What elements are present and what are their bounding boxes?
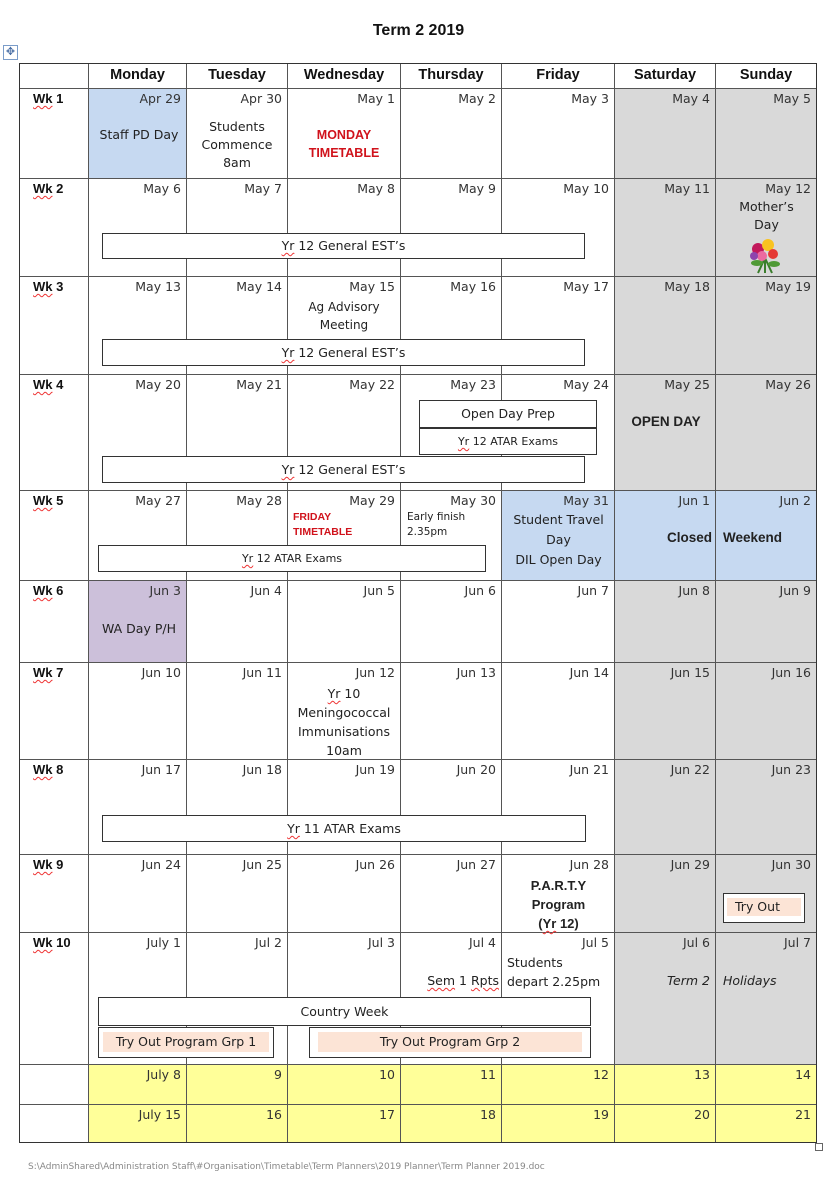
event-line: Program xyxy=(531,897,586,912)
event-try-out xyxy=(723,893,805,923)
week-label-prefix: Wk xyxy=(33,857,53,872)
week-label-cell xyxy=(19,663,89,760)
week-label-cell xyxy=(19,855,89,933)
day-header: Friday xyxy=(502,63,615,89)
date-label: 16 xyxy=(266,1107,282,1122)
day-cell[interactable] xyxy=(615,179,716,277)
event-line: P.A.R.T.Y xyxy=(530,878,587,893)
week-label-cell xyxy=(19,89,89,179)
bar-country-week: Country Week xyxy=(98,997,591,1026)
bar-yr12-est-wk3 xyxy=(102,339,585,366)
date-label: Jul 2 xyxy=(254,935,282,950)
week-label-prefix: Wk xyxy=(33,91,53,106)
day-cell[interactable] xyxy=(615,375,716,491)
date-label: May 11 xyxy=(664,181,710,196)
week-label-number: 7 xyxy=(52,665,64,680)
event-text: ( xyxy=(538,916,543,931)
event-meningococcal xyxy=(288,684,400,760)
week-label-cell xyxy=(19,277,89,375)
event-text: Rpts xyxy=(470,973,499,988)
date-label: Jun 11 xyxy=(242,665,282,680)
day-cell[interactable] xyxy=(89,1065,187,1105)
event-line: Immunisations xyxy=(298,724,390,739)
event-line: 8am xyxy=(223,155,251,170)
week-label-number: 3 xyxy=(52,279,64,294)
day-cell[interactable] xyxy=(716,1065,817,1105)
week-label xyxy=(19,89,88,106)
bar-text: 12 ATAR Exams xyxy=(253,552,343,565)
day-cell[interactable] xyxy=(502,581,615,663)
date-label: May 9 xyxy=(458,181,496,196)
page-title: Term 2 2019 xyxy=(372,22,465,39)
date-label: May 5 xyxy=(773,91,811,106)
event-text: Yr xyxy=(327,686,341,701)
week-label-prefix: Wk xyxy=(33,762,53,777)
event-students-depart xyxy=(507,953,615,991)
bar-text: 11 ATAR Exams xyxy=(299,821,401,836)
date-label: May 28 xyxy=(236,493,282,508)
event-line: depart 2.25pm xyxy=(507,974,601,989)
date-label: Jun 16 xyxy=(771,665,811,680)
bar-yr12-est-wk4 xyxy=(102,456,585,483)
week-label xyxy=(19,277,88,294)
day-cell[interactable] xyxy=(615,855,716,933)
week-label xyxy=(19,581,88,598)
date-label: Jun 19 xyxy=(355,762,395,777)
date-label: 19 xyxy=(593,1107,609,1122)
week-label-number: 8 xyxy=(52,762,64,777)
week-label-number: 9 xyxy=(52,857,64,872)
date-label: May 19 xyxy=(765,279,811,294)
event-text: 1 xyxy=(455,973,471,988)
event-friday-timetable xyxy=(293,510,393,540)
day-cell[interactable] xyxy=(716,760,817,855)
event-sem1-reports xyxy=(402,972,499,990)
day-cell[interactable] xyxy=(615,277,716,375)
day-cell[interactable] xyxy=(716,277,817,375)
event-holidays: Holidays xyxy=(723,973,777,988)
event-text: Sem xyxy=(427,973,456,988)
day-cell[interactable] xyxy=(502,89,615,179)
day-header: Tuesday xyxy=(187,63,288,89)
day-cell[interactable] xyxy=(187,179,288,277)
date-label: Jun 26 xyxy=(355,857,395,872)
date-label: Jun 12 xyxy=(355,665,395,680)
day-cell[interactable] xyxy=(187,1065,288,1105)
bar-text: 12 General EST’s xyxy=(294,345,406,360)
week-label-prefix: Wk xyxy=(33,377,53,392)
week-label xyxy=(19,933,88,950)
date-label: May 1 xyxy=(357,91,395,106)
document-file-path: S:\AdminShared\Administration Staff\#Organisation\Timetable\Term Planners\2019 Planner\Term Planner 2019.doc xyxy=(28,1162,545,1172)
table-resize-handle[interactable] xyxy=(815,1143,823,1151)
day-cell[interactable] xyxy=(187,855,288,933)
date-label: Jun 9 xyxy=(779,583,811,598)
day-header: Wednesday xyxy=(288,63,401,89)
date-label: May 30 xyxy=(450,493,496,508)
day-cell[interactable] xyxy=(401,1065,502,1105)
date-label: Jun 2 xyxy=(779,493,811,508)
date-label: May 6 xyxy=(143,181,181,196)
date-label: May 16 xyxy=(450,279,496,294)
week-label xyxy=(19,179,88,196)
week-label-prefix: Wk xyxy=(33,583,53,598)
date-label: May 20 xyxy=(135,377,181,392)
date-label: Jun 24 xyxy=(141,857,181,872)
date-label: 21 xyxy=(795,1107,811,1122)
event-staff-pd: Staff PD Day xyxy=(99,127,179,142)
week-label-number: 1 xyxy=(52,91,64,106)
date-label: 14 xyxy=(795,1067,811,1082)
date-label: May 27 xyxy=(135,493,181,508)
day-cell[interactable] xyxy=(288,179,401,277)
day-cell[interactable] xyxy=(716,1105,817,1143)
bar-try-out-grp1-label: Try Out Program Grp 1 xyxy=(103,1032,269,1052)
bar-text: Yr xyxy=(457,435,470,448)
week-label-cell xyxy=(19,1105,89,1143)
day-cell[interactable] xyxy=(716,663,817,760)
date-label: Jun 21 xyxy=(569,762,609,777)
week-label-number: 10 xyxy=(52,935,71,950)
day-cell[interactable] xyxy=(716,375,817,491)
event-line: FRIDAY xyxy=(293,511,332,523)
date-label: Jun 1 xyxy=(678,493,710,508)
date-label: 20 xyxy=(694,1107,710,1122)
date-label: May 7 xyxy=(244,181,282,196)
day-cell[interactable] xyxy=(502,1105,615,1143)
day-cell[interactable] xyxy=(502,179,615,277)
flower-bouquet-icon xyxy=(746,236,784,274)
event-line: 10am xyxy=(326,743,362,758)
day-cell[interactable] xyxy=(89,179,187,277)
date-label: Jun 17 xyxy=(141,762,181,777)
event-line: Day xyxy=(754,217,779,232)
event-ag-advisory xyxy=(288,298,400,334)
date-label: Jun 28 xyxy=(569,857,609,872)
day-cell[interactable] xyxy=(89,855,187,933)
day-cell[interactable] xyxy=(401,855,502,933)
bar-text: Yr xyxy=(281,238,295,253)
date-label: May 18 xyxy=(664,279,710,294)
day-cell[interactable] xyxy=(502,1065,615,1105)
day-cell[interactable] xyxy=(89,1105,187,1143)
week-label-cell xyxy=(19,375,89,491)
date-label: Jun 23 xyxy=(771,762,811,777)
event-party-program xyxy=(502,876,615,933)
event-line: TIMETABLE xyxy=(308,146,380,160)
event-line: Students xyxy=(209,119,265,134)
date-label: Jul 6 xyxy=(682,935,710,950)
day-cell[interactable] xyxy=(502,663,615,760)
bar-text: Yr xyxy=(281,345,295,360)
day-cell[interactable] xyxy=(716,933,817,1065)
bar-yr12-atar-wk5 xyxy=(98,545,486,572)
week-label-number: 2 xyxy=(52,181,64,196)
date-label: Jun 4 xyxy=(250,583,282,598)
date-label: Jun 14 xyxy=(569,665,609,680)
day-cell[interactable] xyxy=(89,663,187,760)
day-header: Saturday xyxy=(615,63,716,89)
date-label: Jun 5 xyxy=(363,583,395,598)
week-label xyxy=(19,855,88,872)
bar-try-out-grp1 xyxy=(98,1027,274,1058)
event-student-travel xyxy=(502,510,615,570)
date-label: May 21 xyxy=(236,377,282,392)
date-label: May 15 xyxy=(349,279,395,294)
date-label: Jun 18 xyxy=(242,762,282,777)
date-label: Jul 4 xyxy=(468,935,496,950)
day-cell[interactable] xyxy=(288,1065,401,1105)
table-move-handle-icon[interactable]: ✥ xyxy=(3,45,18,60)
day-cell[interactable] xyxy=(615,1105,716,1143)
event-line: Meningococcal xyxy=(297,705,391,720)
day-cell[interactable] xyxy=(615,1065,716,1105)
event-line: Student Travel xyxy=(513,512,604,527)
date-label: May 10 xyxy=(563,181,609,196)
date-label: May 2 xyxy=(458,91,496,106)
date-label: July 15 xyxy=(138,1107,181,1122)
date-label: May 17 xyxy=(563,279,609,294)
date-label: May 14 xyxy=(236,279,282,294)
date-label: May 25 xyxy=(664,377,710,392)
event-text: 12) xyxy=(556,916,579,931)
date-label: 17 xyxy=(379,1107,395,1122)
date-label: 18 xyxy=(480,1107,496,1122)
event-early-finish xyxy=(407,510,502,540)
week-label xyxy=(19,663,88,680)
date-label: May 22 xyxy=(349,377,395,392)
event-open-day: OPEN DAY xyxy=(631,414,701,429)
date-label: July 8 xyxy=(146,1067,181,1082)
day-header: Sunday xyxy=(716,63,817,89)
bar-try-out-grp2-label: Try Out Program Grp 2 xyxy=(318,1032,582,1052)
date-label: Jul 3 xyxy=(367,935,395,950)
date-label: Jun 7 xyxy=(577,583,609,598)
day-cell[interactable] xyxy=(187,1105,288,1143)
week-label xyxy=(19,491,88,508)
event-term2: Term 2 xyxy=(666,973,710,988)
date-label: Jul 5 xyxy=(581,935,609,950)
day-cell[interactable] xyxy=(288,855,401,933)
day-header: Thursday xyxy=(401,63,502,89)
header-corner-cell xyxy=(19,63,89,89)
date-label: Jun 6 xyxy=(464,583,496,598)
date-label: Apr 30 xyxy=(240,91,282,106)
week-label-prefix: Wk xyxy=(33,181,53,196)
day-cell[interactable] xyxy=(615,663,716,760)
day-cell[interactable] xyxy=(615,760,716,855)
bar-text: Yr xyxy=(287,821,300,836)
day-header: Monday xyxy=(89,63,187,89)
day-cell[interactable] xyxy=(401,663,502,760)
date-label: May 29 xyxy=(349,493,395,508)
week-label-number: 5 xyxy=(52,493,64,508)
week-label xyxy=(19,760,88,777)
day-cell[interactable] xyxy=(288,581,401,663)
week-label-prefix: Wk xyxy=(33,665,53,680)
date-label: Jun 3 xyxy=(149,583,181,598)
week-label-cell xyxy=(19,760,89,855)
bar-yr12-est-wk2 xyxy=(102,233,585,259)
date-label: Jun 25 xyxy=(242,857,282,872)
event-line: Early finish xyxy=(407,511,466,523)
bar-text: Yr xyxy=(241,552,254,565)
day-cell[interactable] xyxy=(401,89,502,179)
event-line: Ag Advisory xyxy=(308,300,380,314)
event-closed: Closed xyxy=(666,530,712,545)
day-cell[interactable] xyxy=(716,581,817,663)
event-wa-day: WA Day P/H xyxy=(101,621,176,636)
date-label: Jun 22 xyxy=(670,762,710,777)
date-label: May 13 xyxy=(135,279,181,294)
day-cell[interactable] xyxy=(401,581,502,663)
day-cell[interactable] xyxy=(615,89,716,179)
week-label-cell xyxy=(19,491,89,581)
bar-text: 12 ATAR Exams xyxy=(469,435,559,448)
date-label: May 3 xyxy=(571,91,609,106)
day-cell[interactable] xyxy=(615,933,716,1065)
week-label-cell xyxy=(19,179,89,277)
event-text: Yr xyxy=(542,916,557,931)
week-label-cell xyxy=(19,933,89,1065)
bar-text: 12 General EST’s xyxy=(294,462,406,477)
week-label-number: 4 xyxy=(52,377,64,392)
event-line: Meeting xyxy=(319,318,369,332)
event-line: 2.35pm xyxy=(407,526,448,538)
date-label: Jun 8 xyxy=(678,583,710,598)
week-label-cell xyxy=(19,1065,89,1105)
event-students-commence xyxy=(188,118,286,172)
week-label xyxy=(19,375,88,392)
bar-yr11-atar xyxy=(102,815,586,842)
date-label: May 12 xyxy=(765,181,811,196)
week-label-cell xyxy=(19,581,89,663)
event-monday-timetable xyxy=(288,126,400,162)
date-label: Jun 30 xyxy=(771,857,811,872)
bar-yr12-atar-wk4 xyxy=(419,428,597,455)
date-label: Jun 10 xyxy=(141,665,181,680)
week-label-prefix: Wk xyxy=(33,493,53,508)
date-label: 9 xyxy=(274,1067,282,1082)
week-label-prefix: Wk xyxy=(33,935,53,950)
date-label: Jun 29 xyxy=(670,857,710,872)
bar-try-out-grp2 xyxy=(309,1027,591,1058)
date-label: Jun 27 xyxy=(456,857,496,872)
date-label: Apr 29 xyxy=(139,91,181,106)
event-line: MONDAY xyxy=(316,128,372,142)
date-label: May 26 xyxy=(765,377,811,392)
date-label: Jul 7 xyxy=(783,935,811,950)
event-line xyxy=(502,914,615,933)
date-label: May 8 xyxy=(357,181,395,196)
event-text: 10 xyxy=(340,686,361,701)
event-line: TIMETABLE xyxy=(293,526,353,538)
day-cell[interactable] xyxy=(187,663,288,760)
event-line: Students xyxy=(507,955,563,970)
day-cell[interactable] xyxy=(401,179,502,277)
event-line: Day xyxy=(546,532,571,547)
date-label: May 4 xyxy=(672,91,710,106)
date-label: 11 xyxy=(480,1067,496,1082)
bar-text: Yr xyxy=(281,462,295,477)
week-label-prefix: Wk xyxy=(33,279,53,294)
day-cell[interactable] xyxy=(615,581,716,663)
event-mothers-day xyxy=(716,198,817,234)
date-label: 13 xyxy=(694,1067,710,1082)
date-label: July 1 xyxy=(146,935,181,950)
event-line: Mother’s xyxy=(739,199,794,214)
day-cell[interactable] xyxy=(288,1105,401,1143)
day-cell[interactable] xyxy=(716,89,817,179)
week-label-number: 6 xyxy=(52,583,64,598)
date-label: Jun 15 xyxy=(670,665,710,680)
event-line: Commence xyxy=(201,137,273,152)
event-line xyxy=(288,684,400,703)
bar-open-day-prep: Open Day Prep xyxy=(419,400,597,428)
event-line: DIL Open Day xyxy=(515,552,602,567)
date-label: Jun 13 xyxy=(456,665,496,680)
date-label: Jun 20 xyxy=(456,762,496,777)
date-label: May 24 xyxy=(563,377,609,392)
event-try-out-label: Try Out xyxy=(727,898,801,916)
bar-text: 12 General EST’s xyxy=(294,238,406,253)
date-label: May 23 xyxy=(450,377,496,392)
date-label: May 31 xyxy=(563,493,609,508)
day-cell[interactable] xyxy=(401,1105,502,1143)
day-cell[interactable] xyxy=(187,581,288,663)
date-label: 12 xyxy=(593,1067,609,1082)
event-weekend: Weekend xyxy=(723,530,783,545)
date-label: 10 xyxy=(379,1067,395,1082)
